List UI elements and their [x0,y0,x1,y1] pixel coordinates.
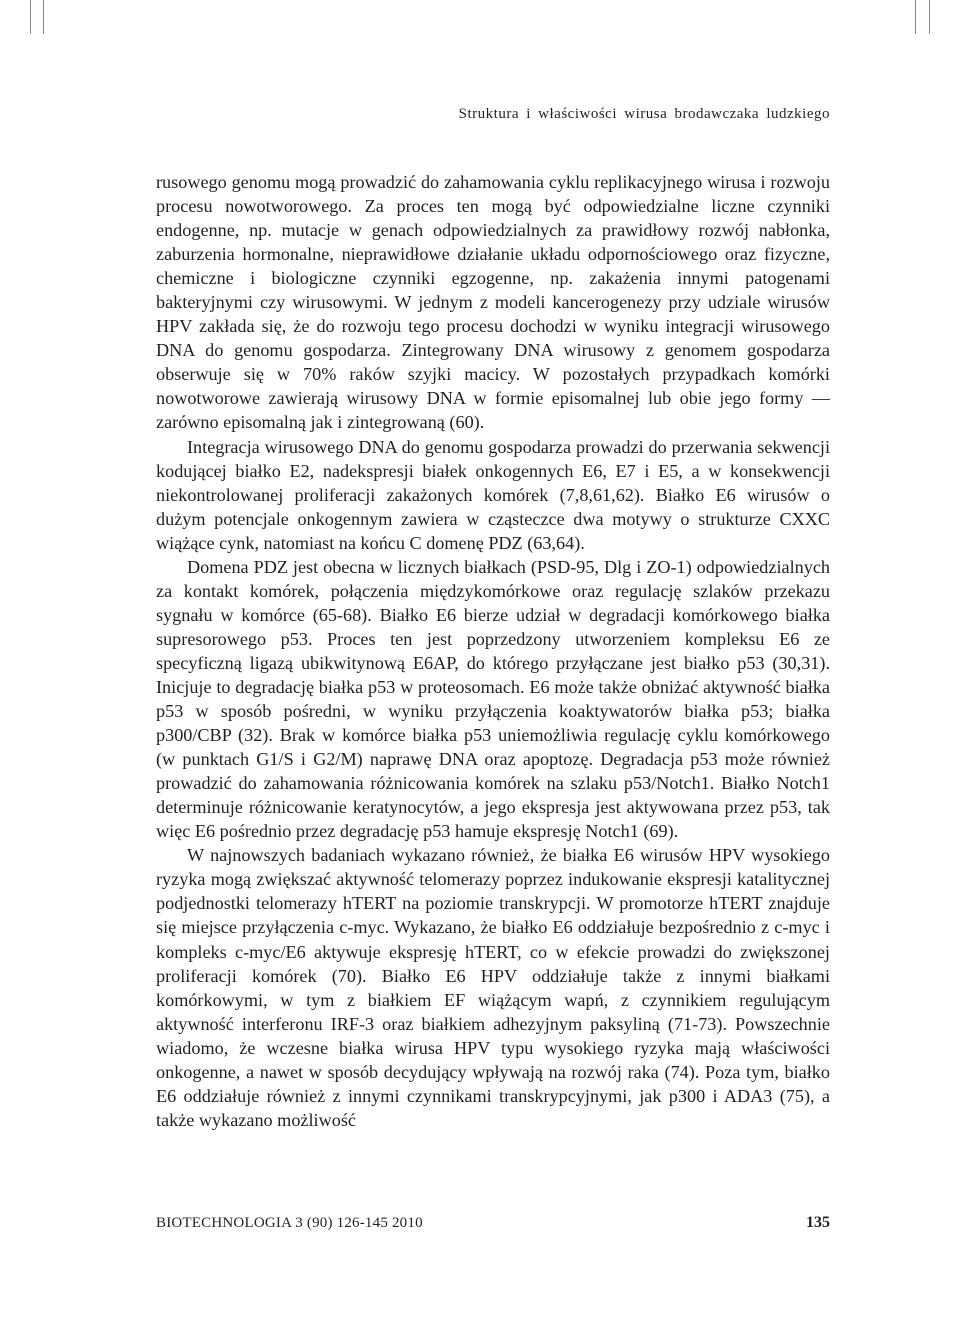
running-head: Struktura i właściwości wirusa brodawczaka ludzkiego [458,106,830,122]
crop-mark-top-right [929,0,930,34]
paragraph-recent-research: W najnowszych badaniach wykazano również, że białka E6 wirusów HPV wysokiego ryzyka mogą zwiększać aktywność telomerazy poprzez indukowanie ekspresji katalitycznej podjednostki telomerazy hTERT na poziomie transkrypcji. W promotorze hTERT znajduje się miejsce przyłączenia c-myc. Wykazano, że białko E6 oddziałuje bezpośrednio z c-myc i kompleks c-myc/E6 aktywuje ekspresję hTERT, co w efekcie prowadzi do zwiększonej proliferacji komórek (70). Białko E6 HPV oddziałuje także z innymi białkami komórkowymi, w tym z białkiem EF wiążącym wapń, z czynnikiem regulującym aktywność interferonu IRF-3 oraz białkiem adhezyjnym paksyliną (71-73). Powszechnie wiadomo, że wczesne białka wirusa HPV typu wysokiego ryzyka mają właściwości onkogenne, a nawet w sposób decydujący wpływają na rozwój raka (74). Poza tym, białko E6 oddziałuje również z innymi czynnikami transkrypcyjnymi, jak p300 i ADA3 (75), a także wykazano możliwość [156,845,830,1130]
paragraph-integration: Integracja wirusowego DNA do genomu gospodarza prowadzi do przerwania sekwencji kodującej białko E2, nadekspresji białek onkogennych E6, E7 i E5, a w konsekwencji niekontrolowanej proliferacji zakażonych komórek (7,8,61,62). Białko E6 wirusów o dużym potencjale onkogennym zawiera w cząsteczce dwa motywy o strukturze CXXC wiążące cynk, natomiast na końcu C domenę PDZ (63,64). [156,436,830,553]
paragraph-continuation: rusowego genomu mogą prowadzić do zahamowania cyklu replikacyjnego wirusa i rozwoju procesu nowotworowego. Za proces ten mogą być odpowiedzialne liczne czynniki endogenne, np. mutacje w genach odpowiedzialnych za prawidłowy rozwój nabłonka, zaburzenia hormonalne, nieprawidłowe działanie układu odpornościowego oraz fizyczne, chemiczne i biologiczne czynniki egzogenne, np. zakażenia innymi patogenami bakteryjnymi czy wirusowymi. W jednym z modeli kancerogenezy przy udziale wirusów HPV zakłada się, że do rozwoju tego procesu dochodzi w wyniku integracji wirusowego DNA do genomu gospodarza. Zintegrowany DNA wirusowy z genomem gospodarza obserwuje się w 70% raków szyjki macicy. W pozostałych przypadkach komórki nowotworowe zawierają wirusowy DNA w formie episomalnej lub obie jego formy — zarówno episomalną jak i zintegrowaną (60). [156,172,830,433]
crop-mark-top-right-inner [915,0,916,34]
article-body [156,170,830,1132]
crop-mark-top-left-inner [43,0,44,34]
page-number: 135 [806,1214,830,1231]
journal-citation: BIOTECHNOLOGIA 3 (90) 126-145 2010 [156,1215,423,1231]
crop-mark-top-left [30,0,31,34]
paragraph-pdz-domain: Domena PDZ jest obecna w licznych białkach (PSD-95, Dlg i ZO-1) odpowiedzialnych za kontakt komórek, połączenia międzykomórkowe oraz regulację szlaków przekazu sygnału w komórce (65-68). Białko E6 bierze udział w degradacji komórkowego białka supresorowego p53. Proces ten jest poprzedzony utworzeniem kompleksu E6 ze specyficzną ligazą ubikwitynową E6AP, do którego przyłączane jest białko p53 (30,31). Inicjuje to degradację białka p53 w proteosomach. E6 może także obniżać aktywność białka p53 w sposób pośredni, w wyniku przyłączenia koaktywatorów białka p53; białka p300/CBP (32). Brak w komórce białka p53 uniemożliwia regulację cyklu komórkowego (w punktach G1/S i G2/M) naprawę DNA oraz apoptozę. Degradacja p53 może również prowadzić do zahamowania różnicowania komórek na szlaku p53/Notch1. Białko Notch1 determinuje różnicowanie keratynocytów, a jego ekspresja jest aktywowana przez p53, tak więc E6 pośrednio przez degradację p53 hamuje ekspresję Notch1 (69). [156,556,830,842]
